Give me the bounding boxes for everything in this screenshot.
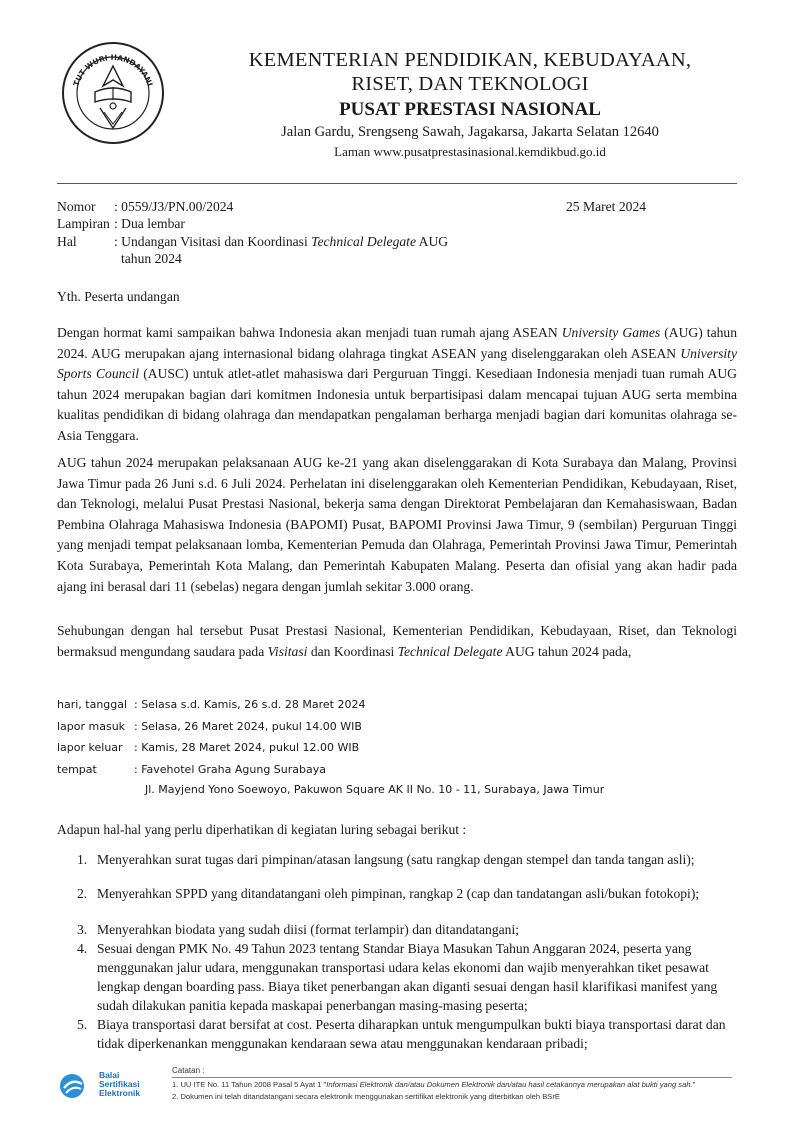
list-item: 5. Biaya transportasi darat bersifat at cost. Peserta diharapkan untuk mengumpulkan bukti biaya transportasi darat dan tidak diperkenankan menggunakan kendaraan sewa atau menggunakan kendaraan pribadi; (77, 1017, 726, 1051)
footer-note-title: Catatan : (172, 1066, 205, 1075)
ministry-logo (60, 40, 166, 146)
list-item: 2. Menyerahkan SPPD yang ditandatangani oleh pimpinan, rangkap 2 (cap dan tandatangan asli/bukan fotokopi); (77, 886, 700, 901)
lampiran-value: : Dua lembar (114, 216, 185, 231)
schedule-value-venue: : Favehotel Graha Agung Surabaya (134, 763, 326, 776)
header-address: Jalan Gardu, Srengseng Sawah, Jagakarsa, Jakarta Selatan 12640 (281, 124, 659, 140)
bsre-logo-text: Balai Sertifikasi Elektronik (99, 1070, 141, 1098)
header-website: Laman www.pusatprestasinasional.kemdikbud.go.id (334, 144, 606, 159)
paragraph-intro: Dengan hormat kami sampaikan bahwa Indonesia akan menjadi tuan rumah ajang ASEAN University Games (AUG) tahun 2024. AUG merupakan ajang internasional bidang olahraga tingkat ASEAN yang diselenggarakan oleh ASEAN University Sports Council (AUSC) untuk atlet-atlet mahasiswa dari Perguruan Tinggi. Kesediaan Indonesia menjadi tuan rumah AUG tahun 2024 merupakan bagian dari komitmen Indonesia untuk berpartisipasi dalam mencapai tujuan AUG serta membina kualitas pendidikan di bidang olahraga dan mendapatkan pengalaman berharga menjadi bagian dari komunitas olahraga se-Asia Tenggara. (57, 325, 737, 443)
letter-date: 25 Maret 2024 (566, 199, 647, 214)
bsre-logo-icon (58, 1072, 88, 1100)
svg-text:TUT WURI HANDAYANI (72, 53, 155, 87)
list-intro: Adapun hal-hal yang perlu diperhatikan di kegiatan luring sebagai berikut : (57, 822, 467, 837)
logo-motto: TUT WURI HANDAYANI (71, 52, 155, 88)
hal-value-line2: tahun 2024 (121, 251, 182, 266)
hal-value: : Undangan Visitasi dan Koordinasi Technical Delegate AUG (114, 234, 449, 249)
list-item: 3. Menyerahkan biodata yang sudah diisi (format terlampir) dan ditandatangani; (77, 922, 520, 937)
header-unit-name: PUSAT PRESTASI NASIONAL (339, 99, 601, 120)
schedule-label-venue: tempat (57, 763, 97, 776)
lampiran-label: Lampiran (57, 216, 110, 231)
footer-note-2: 2. Dokumen ini telah ditandatangani secara elektronik menggunakan sertifikat elektronik yang diterbitkan oleh BSrE (172, 1092, 560, 1101)
list-item: 4. Sesuai dengan PMK No. 49 Tahun 2023 tentang Standar Biaya Masukan Tahun Anggaran 2024, peserta yang menggunakan jalur udara, menggunakan transportasi udara kelas ekonomi dan wajib menyerahkan tiket pesawat lengkap dengan boarding pass. Biaya tiket penerbangan akan diganti sesuai dengan hasil klarifikasi manifest yang sudah dilakukan panitia kepada maskapai penerbangan masing-masing peserta; (77, 941, 718, 1013)
header-ministry-line2: RISET, DAN TEKNOLOGI (351, 73, 589, 95)
footer-note-1: 1. UU ITE No. 11 Tahun 2008 Pasal 5 Ayat 1 "Informasi Elektronik dan/atau Dokumen Elektronik dan/atau hasil cetakannya merupakan alat bukti yang sah." (172, 1080, 696, 1089)
header-ministry-line1: KEMENTERIAN PENDIDIKAN, KEBUDAYAAN, (248, 49, 692, 71)
schedule-label-date: hari, tanggal (57, 698, 128, 711)
schedule-venue-address: Jl. Mayjend Yono Soewoyo, Pakuwon Square AK II No. 10 - 11, Surabaya, Jawa Timur (145, 783, 605, 796)
footer-divider (172, 1077, 732, 1078)
paragraph-event-details: AUG tahun 2024 merupakan pelaksanaan AUG ke-21 yang akan diselenggarakan di Kota Surabaya dan Malang, Provinsi Jawa Timur pada 26 Juni s.d. 6 Juli 2024. Perhelatan ini diselenggarakan oleh Kementerian Pendidikan, Kebudayaan, Riset, dan Teknologi, melalui Pusat Prestasi Nasional, bekerja sama dengan Direktorat Pembelajaran dan Kemahasiswaan, Badan Pembina Olahraga Mahasiswa Indonesia (BAPOMI) Pusat, BAPOMI Provinsi Jawa Timur, 9 (sembilan) Perguruan Tinggi yang menjadi tempat pelaksanaan lomba, Kementerian Pemuda dan Olahraga, Pemerintah Provinsi Jawa Timur, Pemerintah Kota Surabaya, Pemerintah Kota Malang, dan Pemerintah Kabupaten Malang. Peserta dan ofisial yang akan hadir pada ajang ini berasal dari 11 (sebelas) negara dengan jumlah sekitar 3.000 orang. (57, 455, 737, 594)
schedule-value-date: : Selasa s.d. Kamis, 26 s.d. 28 Maret 2024 (134, 698, 366, 711)
list-item: 1. Menyerahkan surat tugas dari pimpinan/atasan langsung (satu rangkap dengan stempel dan tanda tangan asli); (77, 852, 695, 867)
salutation: Yth. Peserta undangan (57, 289, 180, 304)
nomor-label: Nomor (57, 199, 96, 214)
schedule-label-checkin: lapor masuk (57, 720, 126, 733)
schedule-value-checkout: : Kamis, 28 Maret 2024, pukul 12.00 WIB (134, 741, 360, 754)
schedule-label-checkout: lapor keluar (57, 741, 123, 754)
header-divider (57, 183, 737, 184)
nomor-value: : 0559/J3/PN.00/2024 (114, 199, 234, 214)
paragraph-invitation: Sehubungan dengan hal tersebut Pusat Prestasi Nasional, Kementerian Pendidikan, Kebudayaan, Riset, dan Teknologi bermaksud mengundang saudara pada Visitasi dan Koordinasi Technical Delegate AUG tahun 2024 pada, (57, 623, 737, 659)
hal-label: Hal (57, 234, 77, 249)
schedule-value-checkin: : Selasa, 26 Maret 2024, pukul 14.00 WIB (134, 720, 362, 733)
